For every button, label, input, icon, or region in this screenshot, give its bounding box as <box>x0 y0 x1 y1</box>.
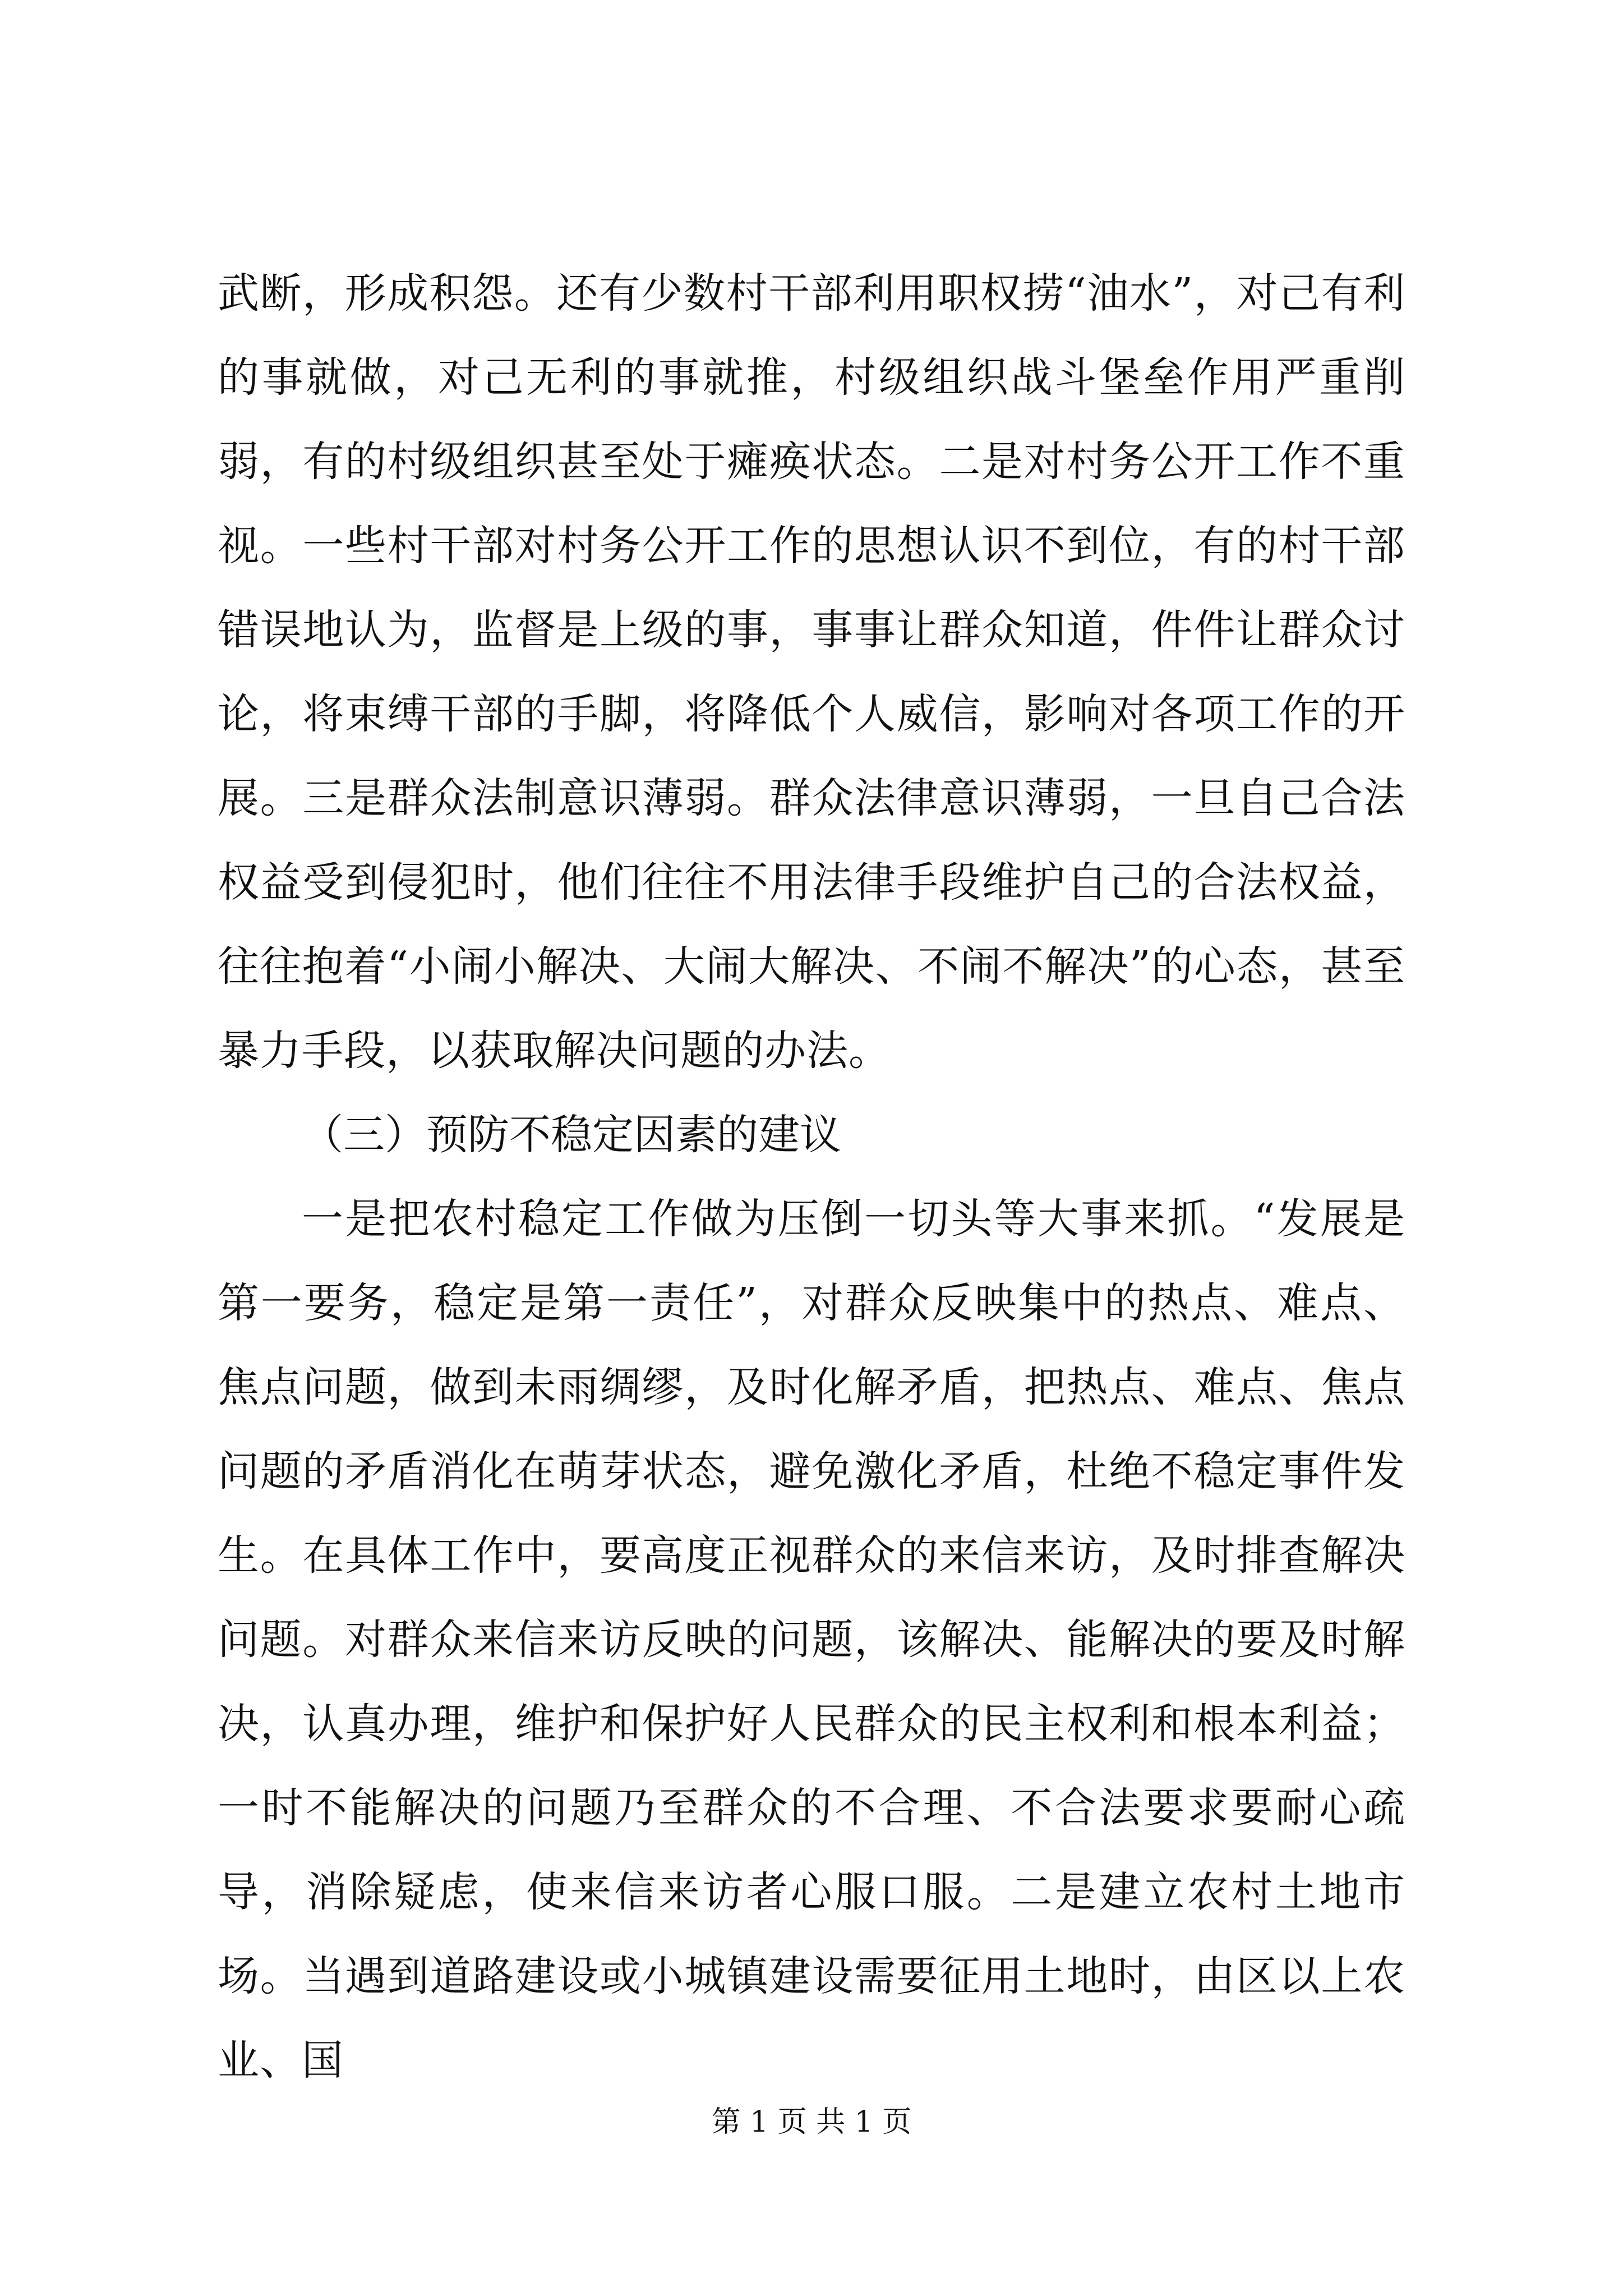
paragraph-continued: 武断，形成积怨。还有少数村干部利用职权捞“油水”，对己有利的事就做，对己无利的事就推，村级组织战斗堡垒作用严重削弱，有的村级组织甚至处于瘫痪状态。二是对村务公开工作不重视。一些村干部对村务公开工作的思想认识不到位，有的村干部错误地认为，监督是上级的事，事事让群众知道，件件让群众讨论，将束缚干部的手脚，将降低个人威信，影响对各项工作的开展。三是群众法制意识薄弱。群众法律意识薄弱，一旦自己合法权益受到侵犯时，他们往往不用法律手段维护自己的合法权益，往往抱着“小闹小解决、大闹大解决、不闹不解决”的心态，甚至暴力手段，以获取解决问题的办法。 <box>218 269 1405 1075</box>
section-heading: （三）预防不稳定因素的建议 <box>302 1111 841 1159</box>
document-body <box>218 251 1405 2102</box>
page-footer: 第 1 页 共 1 页 <box>711 2105 912 2139</box>
paragraph-suggestions: 一是把农村稳定工作做为压倒一切头等大事来抓。“发展是第一要务，稳定是第一责任”，对群众反映集中的热点、难点、焦点问题，做到未雨绸缪，及时化解矛盾，把热点、难点、焦点问题的矛盾消化在萌芽状态，避免激化矛盾，杜绝不稳定事件发生。在具体工作中，要高度正视群众的来信来访，及时排查解决问题。对群众来信来访反映的问题，该解决、能解决的要及时解决，认真办理，维护和保护好人民群众的民主权利和根本利益；一时不能解决的问题乃至群众的不合理、不合法要求要耐心疏导，消除疑虑，使来信来访者心服口服。二是建立农村土地市场。当遇到道路建设或小城镇建设需要征用土地时，由区以上农业、国 <box>218 1195 1405 2085</box>
